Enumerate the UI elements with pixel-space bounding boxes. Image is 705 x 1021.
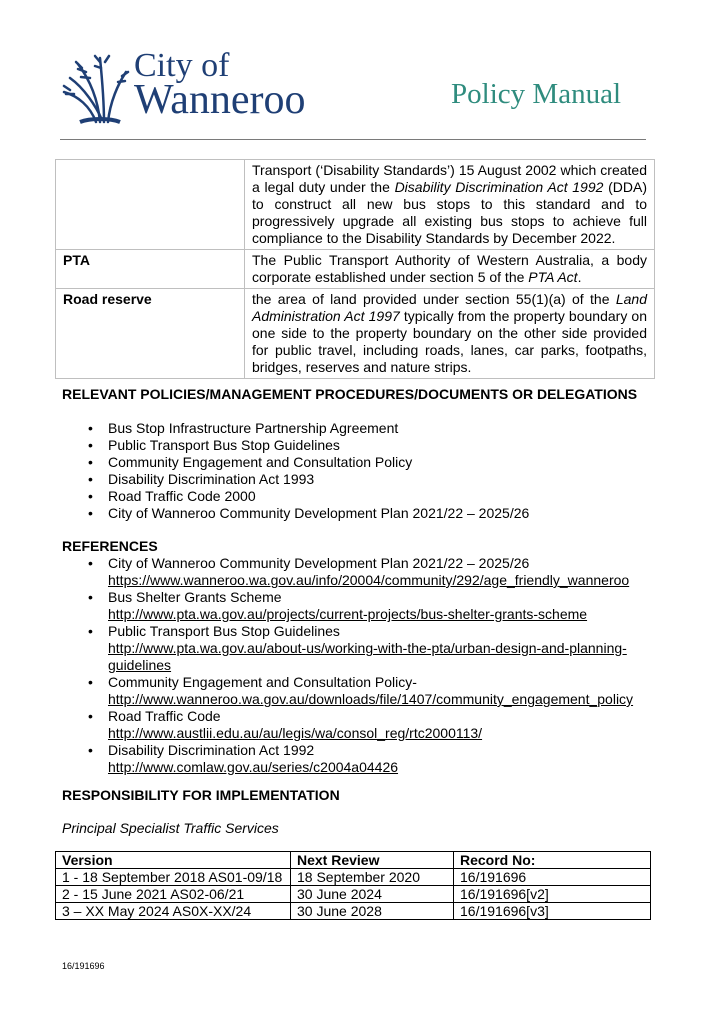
record-no-cell: 16/191696 <box>454 869 651 886</box>
header-next-review: Next Review <box>291 852 454 869</box>
definition-text-part: The Public Transport Authority of Western Australia, a body corporate established under section 5 of the <box>252 252 647 285</box>
reference-item <box>84 674 654 708</box>
reference-link[interactable]: http://www.comlaw.gov.au/series/c2004a04426 <box>108 759 399 775</box>
record-no-cell: 16/191696[v3] <box>454 903 651 920</box>
header-version: Version <box>56 852 291 869</box>
definition-description <box>245 289 655 379</box>
version-cell: 1 - 18 September 2018 AS01-09/18 <box>56 869 291 886</box>
logo-text-city-of: City of <box>134 47 230 84</box>
definition-description <box>245 250 655 289</box>
next-review-cell: 18 September 2020 <box>291 869 454 886</box>
next-review-cell: 30 June 2028 <box>291 903 454 920</box>
next-review-cell: 30 June 2024 <box>291 886 454 903</box>
definition-term <box>56 160 245 250</box>
list-item: • City of Wanneroo Community Development Plan 2021/22 – 2025/26 <box>84 505 654 522</box>
version-row <box>56 869 651 886</box>
reference-link[interactable]: http://www.austlii.edu.au/au/legis/wa/consol_reg/rtc2000113/ <box>108 725 483 741</box>
references-list <box>84 555 654 776</box>
definition-text-part: Land Administration Act 1997 <box>252 291 647 324</box>
definition-text-part: typically from the property boundary on one side to the property boundary on the other side provided for public travel, including roads, lanes, car parks, footpaths, bridges, reserves and nature strips. <box>252 308 647 375</box>
record-no-cell: 16/191696[v2] <box>454 886 651 903</box>
reference-link[interactable]: https://www.wanneroo.wa.gov.au/info/20004/community/292/age_friendly_wanneroo <box>108 572 630 588</box>
reference-item <box>84 555 654 589</box>
reference-link[interactable]: http://www.pta.wa.gov.au/projects/current-projects/bus-shelter-grants-scheme <box>108 606 588 622</box>
reference-item <box>84 623 654 674</box>
list-item: • Road Traffic Code 2000 <box>84 488 654 505</box>
definition-text-part: Transport (‘Disability Standards’) 15 August 2002 which created a legal duty under the <box>252 162 647 195</box>
version-cell: 2 - 15 June 2021 AS02-06/21 <box>56 886 291 903</box>
reference-title: • Bus Shelter Grants Scheme <box>108 589 282 605</box>
definition-text-part: PTA Act <box>528 269 578 285</box>
reference-title: • Community Engagement and Consultation Policy- <box>108 674 417 690</box>
definition-description <box>245 160 655 250</box>
policy-manual-title: Policy Manual <box>451 78 621 110</box>
list-item: • Bus Stop Infrastructure Partnership Agreement <box>84 420 654 437</box>
definition-text-part: the area of land provided under section 55(1)(a) of the <box>252 291 616 307</box>
reference-title: • Disability Discrimination Act 1992 <box>108 742 315 758</box>
definition-term: Road reserve <box>56 289 245 379</box>
version-row <box>56 903 651 920</box>
version-header-row <box>56 852 651 869</box>
logo-text-wanneroo: Wanneroo <box>134 77 306 123</box>
definition-text-part: Disability Discrimination Act 1992 <box>394 179 604 195</box>
definition-text-part: . <box>577 269 582 285</box>
relevant-policies-heading: RELEVANT POLICIES/MANAGEMENT PROCEDURES/DOCUMENTS OR DELEGATIONS <box>62 386 638 402</box>
version-cell: 3 – XX May 2024 AS0X-XX/24 <box>56 903 291 920</box>
responsible-officer: Principal Specialist Traffic Services <box>62 820 279 836</box>
responsibility-heading: RESPONSIBILITY FOR IMPLEMENTATION <box>62 787 340 803</box>
definition-text-part: (DDA) to construct all new bus stops to this standard and to progressively upgrade all existing bus stops to achieve full compliance to the Disability Standards by December 2022. <box>252 179 647 246</box>
reference-item <box>84 742 654 776</box>
reference-title: • Public Transport Bus Stop Guidelines <box>108 623 340 639</box>
city-of-wanneroo-logo <box>60 46 320 126</box>
list-item: • Community Engagement and Consultation Policy <box>84 454 654 471</box>
footer-record-number: 16/191696 <box>62 961 105 971</box>
header-divider <box>60 139 646 140</box>
list-item: • Public Transport Bus Stop Guidelines <box>84 437 654 454</box>
definition-term: PTA <box>56 250 245 289</box>
version-history-table <box>55 851 651 920</box>
relevant-policies-list <box>84 420 654 522</box>
reference-title: • Road Traffic Code <box>108 708 221 724</box>
reference-title: • City of Wanneroo Community Development Plan 2021/22 – 2025/26 <box>108 555 530 571</box>
references-heading: REFERENCES <box>62 538 158 554</box>
definition-row <box>56 160 655 250</box>
reference-item <box>84 589 654 623</box>
definitions-table <box>55 159 655 379</box>
header-record-no: Record No: <box>454 852 651 869</box>
version-row <box>56 886 651 903</box>
reference-item <box>84 708 654 742</box>
palm-leaf-logo-icon <box>60 50 130 125</box>
reference-link[interactable]: http://www.wanneroo.wa.gov.au/downloads/file/1407/community_engagement_policy <box>108 691 634 707</box>
list-item: • Disability Discrimination Act 1993 <box>84 471 654 488</box>
reference-link[interactable]: http://www.pta.wa.gov.au/about-us/working-with-the-pta/urban-design-and-planning-guidelines <box>108 640 627 673</box>
definition-row <box>56 289 655 379</box>
definition-row <box>56 250 655 289</box>
